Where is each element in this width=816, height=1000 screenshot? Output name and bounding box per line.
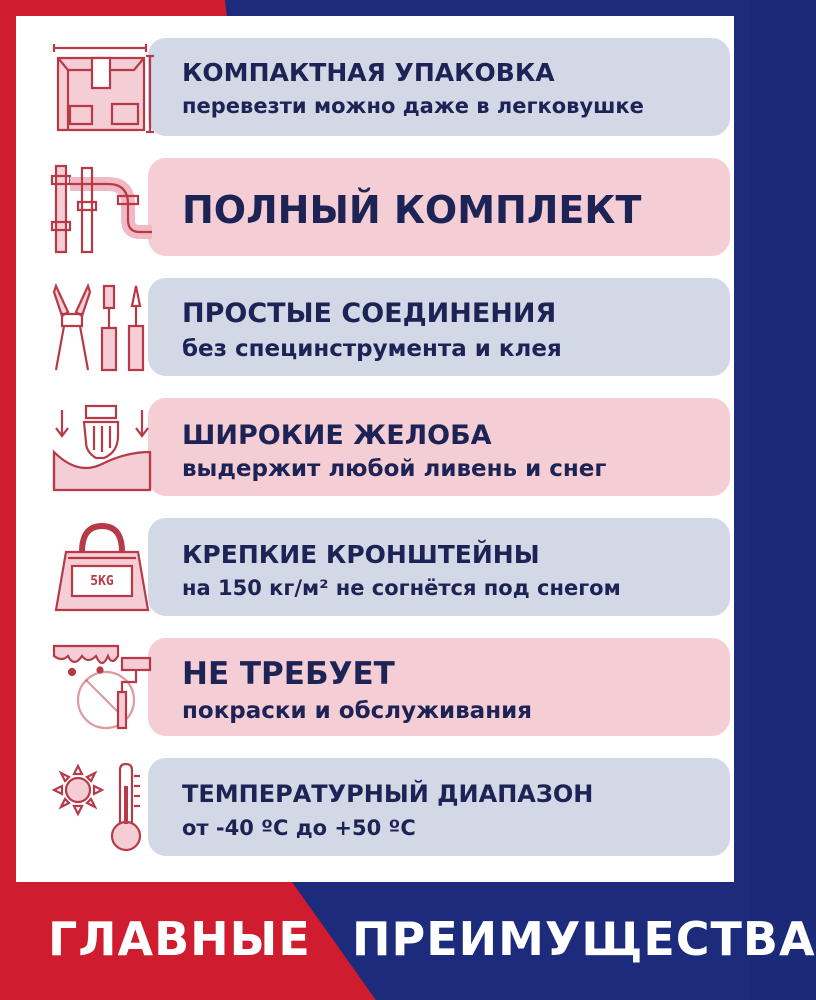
weight-icon <box>48 522 156 614</box>
feature-row-compact-packaging <box>48 38 730 136</box>
feature-subtitle: перевезти можно даже в легковушке <box>182 94 644 118</box>
feature-pill <box>148 38 730 136</box>
feature-row-temperature <box>48 758 730 856</box>
sun-thermometer-icon <box>48 762 156 854</box>
tools-icon <box>48 282 156 374</box>
box-icon <box>48 42 156 134</box>
features-panel <box>16 16 734 882</box>
feature-row-strong-brackets <box>48 518 730 616</box>
feature-row-full-kit <box>48 158 730 256</box>
pipes-icon <box>48 162 156 254</box>
footer-banner <box>0 882 816 1000</box>
feature-title: ШИРОКИЕ ЖЕЛОБА <box>182 420 492 451</box>
feature-row-simple-joints <box>48 278 730 376</box>
gutter-icon <box>48 402 156 494</box>
footer-right-text: ПРЕИМУЩЕСТВА <box>352 912 816 966</box>
feature-title: ПРОСТЫЕ СОЕДИНЕНИЯ <box>182 298 557 329</box>
feature-row-wide-gutters <box>48 398 730 496</box>
feature-title: НЕ ТРЕБУЕТ <box>182 656 395 692</box>
feature-subtitle: покраски и обслуживания <box>182 698 532 724</box>
feature-subtitle: на 150 кг/м² не согнётся под снегом <box>182 576 621 600</box>
weight-label: 5KG <box>90 574 114 589</box>
feature-subtitle: от -40 ºС до +50 ºС <box>182 816 416 840</box>
feature-title: ПОЛНЫЙ КОМПЛЕКТ <box>182 188 642 232</box>
footer-left-text: ГЛАВНЫЕ <box>48 912 311 966</box>
feature-row-no-maintenance <box>48 638 730 736</box>
feature-subtitle: без специнструмента и клея <box>182 336 562 362</box>
no-paint-icon <box>48 642 156 734</box>
feature-title: КРЕПКИЕ КРОНШТЕЙНЫ <box>182 540 540 569</box>
feature-title: КОМПАКТНАЯ УПАКОВКА <box>182 58 555 87</box>
feature-title: ТЕМПЕРАТУРНЫЙ ДИАПАЗОН <box>182 780 594 808</box>
feature-subtitle: выдержит любой ливень и снег <box>182 456 607 482</box>
